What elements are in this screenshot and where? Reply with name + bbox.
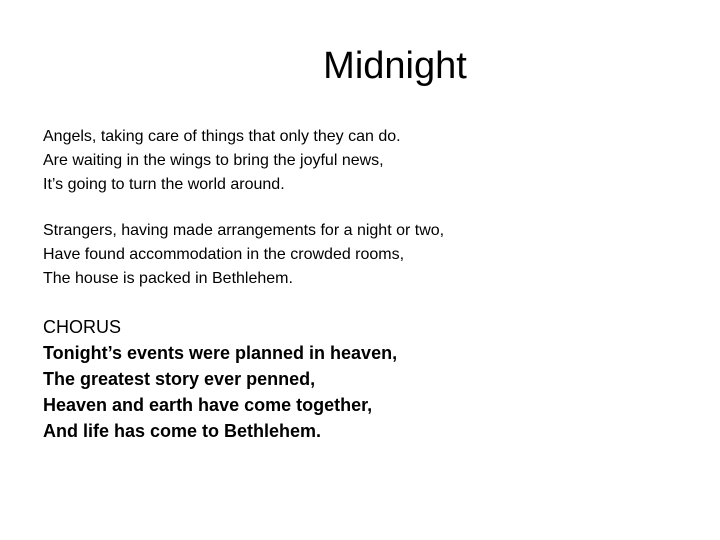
- chorus-line: And life has come to Bethlehem.: [43, 421, 322, 441]
- chorus-line: Heaven and earth have come together,: [43, 395, 373, 415]
- verse-line: It’s going to turn the world around.: [43, 176, 285, 193]
- chorus-line: The greatest story ever penned,: [43, 369, 316, 389]
- verse-2: [43, 219, 703, 291]
- chorus: [43, 314, 703, 444]
- chorus-line: Tonight’s events were planned in heaven,: [43, 343, 398, 363]
- verse-line: Are waiting in the wings to bring the joyful news,: [43, 152, 384, 169]
- title-text: Midnight: [323, 45, 467, 87]
- lyrics-body: [43, 125, 703, 444]
- slide-title: [0, 42, 720, 90]
- verse-line: Strangers, having made arrangements for a night or two,: [43, 222, 445, 239]
- chorus-heading: CHORUS: [43, 317, 122, 337]
- verse-line: Angels, taking care of things that only they can do.: [43, 128, 401, 145]
- verse-line: Have found accommodation in the crowded rooms,: [43, 246, 405, 263]
- verse-1: [43, 125, 703, 197]
- verse-line: The house is packed in Bethlehem.: [43, 270, 293, 287]
